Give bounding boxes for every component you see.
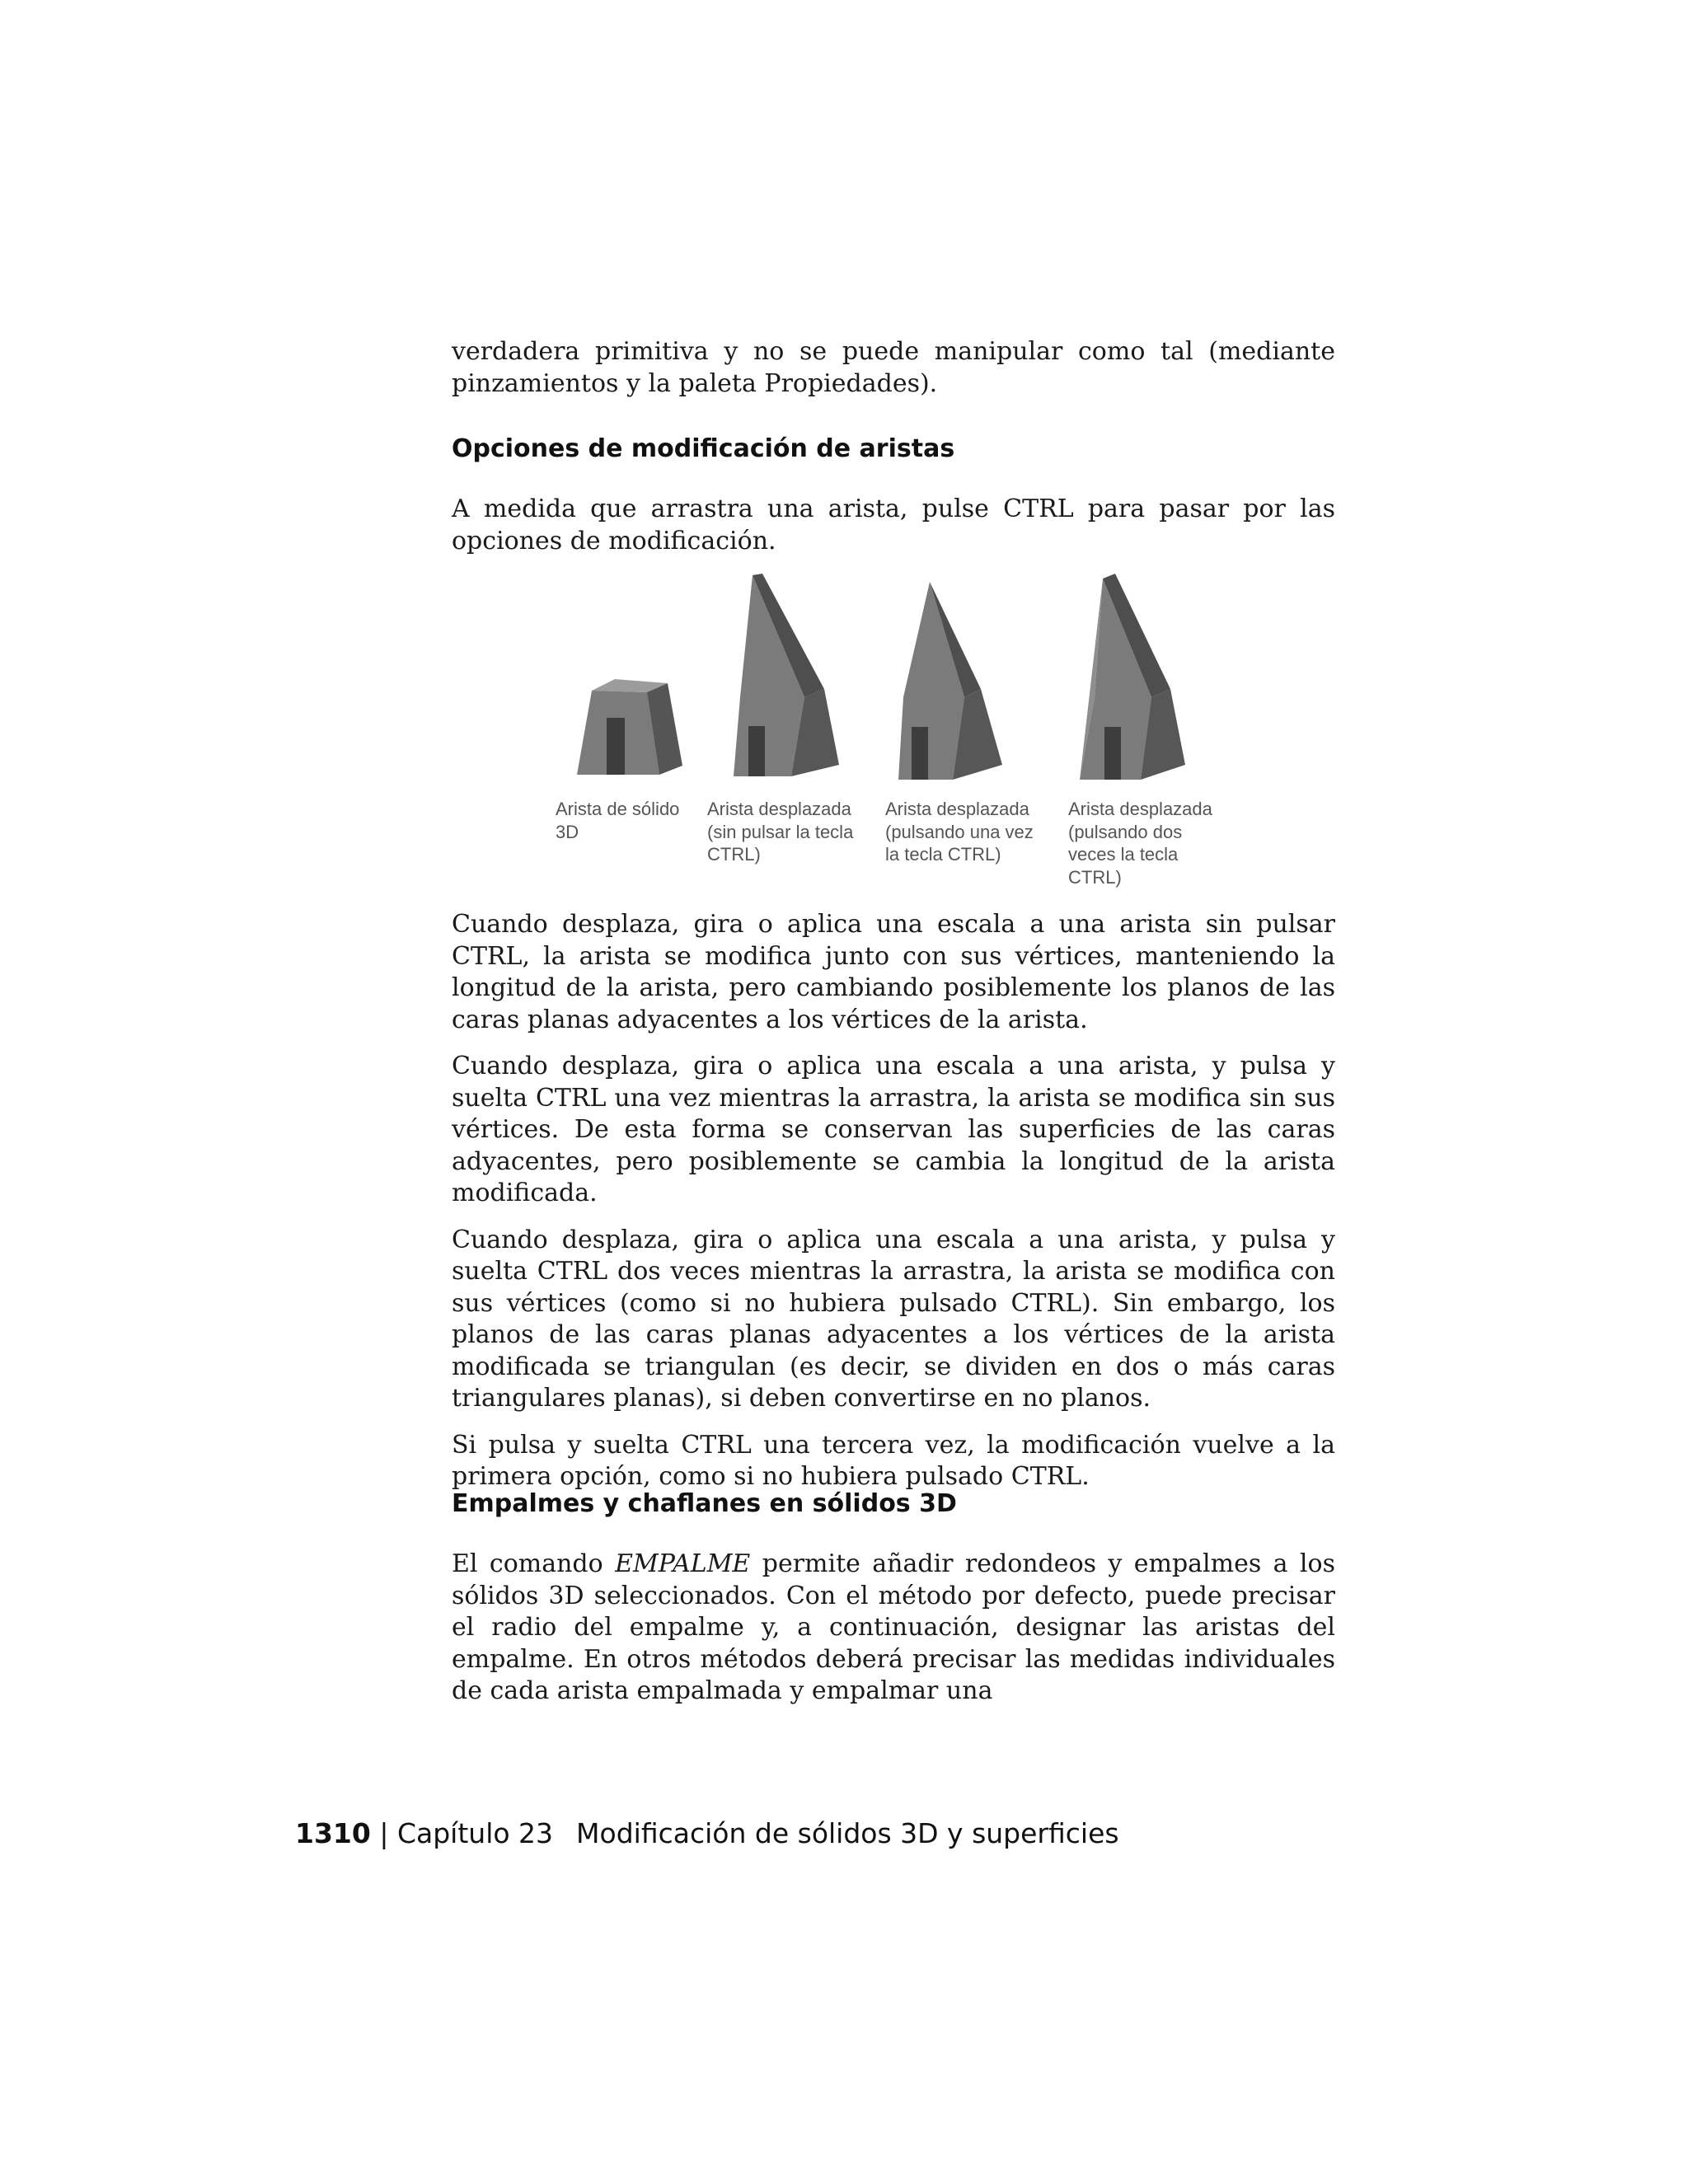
paragraph: Cuando desplaza, gira o aplica una escala a una arista, y pulsa y suelta CTRL dos veces mientras la arrastra, la arista se modifica con sus vértices (como si no hubiera pulsado CTRL). Sin embargo, los planos de las caras planas adyacentes a los vértices de la arista modificada se triangulan (es decir, se dividen en dos o más caras triangulares planas), si deben convertirse en no planos. [452, 1225, 1335, 1413]
solids-illustration [544, 574, 1236, 796]
paragraph: Si pulsa y suelta CTRL una tercera vez, la modificación vuelve a la primera opción, como si no hubiera pulsado CTRL. [452, 1430, 1335, 1491]
page-footer [295, 1817, 1119, 1849]
caption-solid-edge: Arista de sólido 3D [556, 799, 680, 842]
paragraph: Cuando desplaza, gira o aplica una escala a una arista sin pulsar CTRL, la arista se modifica junto con sus vértices, manteniendo la longitud de la arista, pero cambiando posiblemente los planos de las caras planas adyacentes a los vértices de la arista. [452, 910, 1335, 1034]
solid-moved-ctrl-once [898, 582, 1002, 780]
paragraph [452, 1549, 1335, 1708]
caption-moved-ctrl-twice: Arista desplazada (pulsando dos veces la tecla CTRL) [1068, 799, 1212, 888]
chapter-title: Modificación de sólidos 3D y superficies [576, 1817, 1119, 1849]
solid-moved-no-ctrl [734, 574, 839, 776]
caption-moved-no-ctrl: Arista desplazada (sin pulsar la tecla CTRL) [707, 799, 854, 865]
paragraph: verdadera primitiva y no se puede manipular como tal (mediante pinzamientos y la paleta Propiedades). [452, 337, 1335, 398]
section2-paragraph [452, 1549, 1335, 1708]
text-run: El comando [452, 1549, 616, 1578]
paragraph: A medida que arrastra una arista, pulse CTRL para pasar por las opciones de modificación. [452, 494, 1335, 555]
caption-moved-ctrl-once: Arista desplazada (pulsando una vez la tecla CTRL) [885, 799, 1034, 865]
body-paragraphs [452, 909, 1335, 1493]
text-run: permite añadir redondeos y empalmes a los sólidos 3D seleccionados. Con el método por defecto, puede precisar el radio del empalme y, a continuación, designar las aristas del empalme. En otros métodos deberá precisar las medidas individuales de cada arista empalmada y empalmar una [452, 1549, 1335, 1705]
section-heading-edge-options: Opciones de modificación de aristas [452, 434, 955, 463]
edge-modification-figure [544, 574, 1236, 903]
chapter-label: Capítulo 23 [396, 1817, 554, 1849]
section1-paragraph [452, 494, 1335, 557]
section-heading-fillets: Empalmes y chaflanes en sólidos 3D [452, 1489, 957, 1518]
solid-original [577, 679, 682, 775]
command-name: EMPALME [615, 1549, 751, 1578]
page-number: 1310 [295, 1817, 371, 1849]
solid-moved-ctrl-twice [1080, 574, 1185, 780]
paragraph: Cuando desplaza, gira o aplica una escala a una arista, y pulsa y suelta CTRL una vez mientras la arrastra, la arista se modifica sin sus vértices. De esta forma se conservan las superficies de las caras adyacentes, pero posiblemente se cambia la longitud de la arista modificada. [452, 1052, 1335, 1207]
intro-paragraph [452, 336, 1335, 400]
footer-separator: | [370, 1817, 397, 1849]
